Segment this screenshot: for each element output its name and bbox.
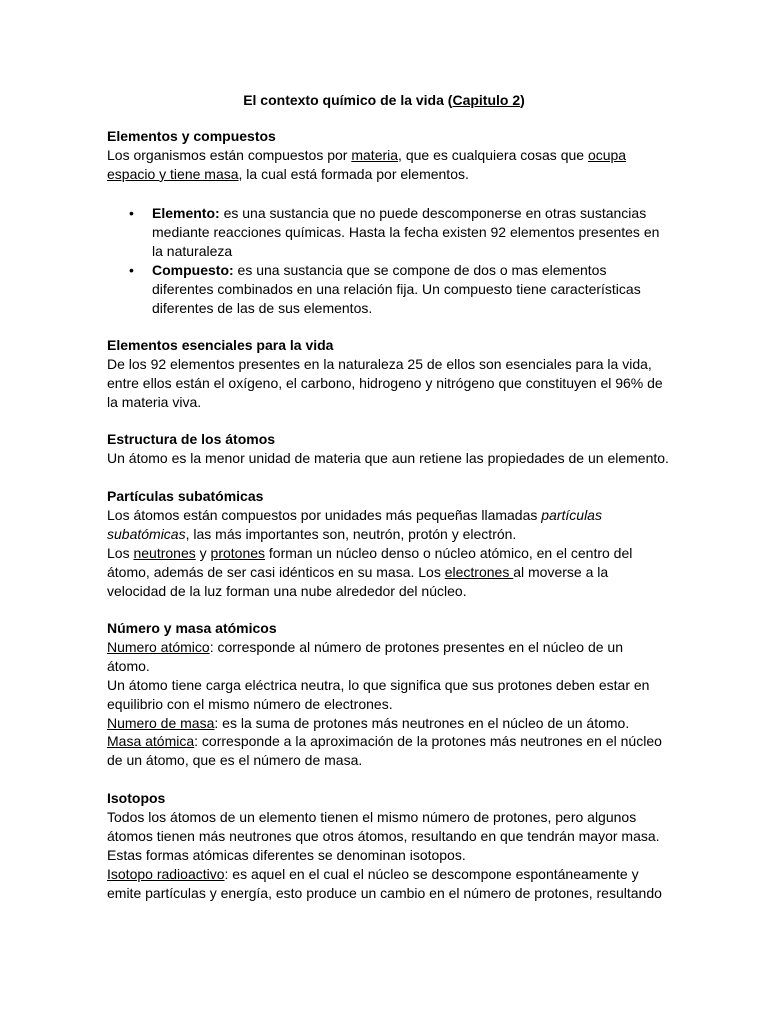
section-elementos-esenciales (107, 336, 667, 412)
term-materia: materia (351, 146, 399, 163)
term-compuesto: Compuesto: (152, 261, 234, 278)
chapter-link[interactable]: Capitulo 2 (452, 92, 521, 108)
paragraph-line: átomo. (107, 657, 150, 674)
term-numero-atomico: Numero atómico (107, 638, 210, 655)
paragraph-line: subatómicas, las más importantes son, neutrón, protón y electrón. (107, 525, 517, 542)
term-electrones: electrones (444, 563, 514, 580)
paragraph-line: Los átomos están compuestos por unidades más pequeñas llamadas partículas (107, 506, 602, 523)
term-particulas: partículas (541, 506, 602, 523)
section-heading: Elementos y compuestos (107, 128, 276, 144)
paragraph-line: emite partículas y energía, esto produce un cambio en el número de protones, resultando (107, 884, 662, 901)
document-title (0, 91, 768, 110)
term-ocupa: ocupa (587, 146, 627, 163)
section-heading: Estructura de los átomos (107, 431, 276, 447)
paragraph-line: átomo, además de ser casi idénticos en su masa. Los electrones al moverse a la (107, 563, 609, 580)
paragraph-line: Un átomo tiene carga eléctrica neutra, lo que significa que sus protones deben estar en (107, 676, 650, 693)
section-elementos-compuestos (107, 127, 667, 184)
term-isotopo-radioactivo: Isotopo radioactivo (107, 865, 225, 882)
paragraph-line: Numero atómico: corresponde al número de protones presentes en el núcleo de un (107, 638, 623, 655)
paragraph-line: de un átomo, que es el número de masa. (107, 752, 363, 769)
term-neutrones: neutrones (133, 544, 196, 561)
section-heading: Partículas subatómicas (107, 488, 264, 504)
paragraph-line: entre ellos están el oxígeno, el carbono, hidrogeno y nitrógeno que constituyen el 96% de (107, 374, 663, 391)
bullet-icon: • (129, 261, 134, 278)
paragraph-line: De los 92 elementos presentes en la naturaleza 25 de ellos son esenciales para la vida, (107, 355, 652, 372)
term-elemento: Elemento: (152, 205, 220, 221)
paragraph-line: Todos los átomos de un elemento tienen el mismo número de protones, pero algunos (107, 808, 637, 825)
paragraph-line: velocidad de la luz forman una nube alrededor del núcleo. (107, 582, 467, 599)
paragraph-line: equilibrio con el mismo número de electrones. (107, 695, 393, 712)
paragraph-line: la materia viva. (107, 393, 202, 410)
bullet-icon: • (129, 205, 134, 221)
paragraph-line: Isotopo radioactivo: es aquel en el cual el núcleo se descompone espontáneamente y (107, 865, 639, 882)
paragraph-line: Los organismos están compuestos por materia, que es cualquiera cosas que ocupa (107, 146, 627, 163)
paragraph-line: espacio y tiene masa, la cual está formada por elementos. (107, 165, 469, 182)
term-espacio-masa: espacio y tiene masa (107, 165, 239, 182)
section-numero-masa-atomicos (107, 619, 667, 770)
paragraph-line: átomos tienen más neutrones que otros átomos, resultando en que tendrán mayor masa. (107, 827, 660, 844)
section-estructura-atomos (107, 430, 667, 468)
term-subatomicas: subatómicas (107, 525, 186, 542)
paragraph-line: Los neutrones y protones forman un núcleo denso o núcleo atómico, en el centro del (107, 544, 633, 561)
title-text: El contexto químico de la vida ( (243, 92, 453, 108)
term-protones: protones (210, 544, 266, 561)
section-heading: Isotopos (107, 790, 166, 806)
title-suffix: ) (520, 92, 525, 108)
definition-list (107, 204, 667, 317)
paragraph-line: Un átomo es la menor unidad de materia que aun retiene las propiedades de un elemento. (107, 449, 669, 466)
section-heading: Número y masa atómicos (107, 620, 277, 636)
paragraph-line: Estas formas atómicas diferentes se denominan isotopos. (107, 846, 466, 863)
list-item-compuesto: • Compuesto: es una sustancia que se compone de dos o mas elementos diferentes combinados en una relación fija. Un compuesto tiene características diferentes de las de sus elementos. (129, 261, 641, 316)
term-masa-atomica: Masa atómica (107, 733, 195, 750)
paragraph-line: Masa atómica: corresponde a la aproximación de la protones más neutrones en el núcleo (107, 733, 662, 750)
list-item-elemento: • Elemento: es una sustancia que no puede descomponerse en otras sustancias mediante reacciones químicas. Hasta la fecha existen 92 elementos presentes en la naturaleza (129, 205, 660, 259)
term-numero-masa: Numero de masa (107, 714, 215, 731)
section-isotopos (107, 789, 667, 902)
section-particulas-subatomicas (107, 487, 667, 600)
paragraph-line: Numero de masa: es la suma de protones más neutrones en el núcleo de un átomo. (107, 714, 630, 731)
section-heading: Elementos esenciales para la vida (107, 337, 334, 353)
